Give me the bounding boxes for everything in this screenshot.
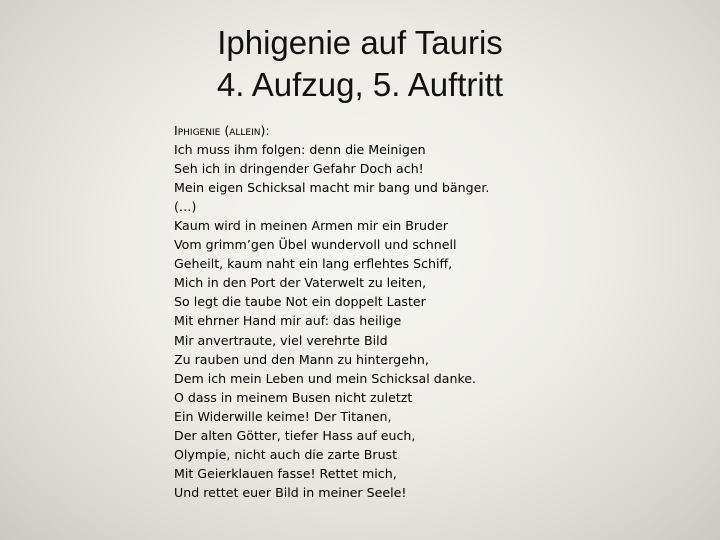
verse-line: Ich muss ihm folgen: denn die Meinigen — [174, 142, 426, 158]
verse-line: (…) — [174, 199, 197, 215]
verse-line: Und rettet euer Bild in meiner Seele! — [174, 484, 407, 500]
title-line-1: Iphigenie auf Tauris — [217, 24, 503, 61]
verse-line: Mich in den Port der Vaterwelt zu leiten, — [174, 275, 427, 291]
verse-line: Ein Widerwille keime! Der Titanen, — [174, 408, 392, 424]
title-line-2: 4. Aufzug, 5. Auftritt — [216, 66, 504, 103]
verse-line: Mir anvertraute, viel verehrte Bild — [174, 332, 388, 348]
slide-title — [150, 22, 570, 106]
verse-line: Mit ehrner Hand mir auf: das heilige — [174, 313, 402, 329]
verse-line: O dass in meinem Busen nicht zuletzt — [174, 389, 413, 405]
verse-line: Mein eigen Schicksal macht mir bang und bänger. — [174, 180, 490, 196]
verse-line: Seh ich in dringender Gefahr Doch ach! — [174, 161, 424, 177]
verse-line: Geheilt, kaum naht ein lang erflehtes Schiff, — [174, 256, 453, 272]
verse-line: Vom grimm’gen Übel wundervoll und schnell — [174, 237, 457, 253]
verse-line: Olympie, nicht auch die zarte Brust — [174, 446, 398, 462]
speaker-name: Iphigenie — [174, 123, 221, 138]
verse-line: So legt die taube Not ein doppelt Laster — [174, 294, 426, 310]
verse-line: Mit Geierklauen fasse! Rettet mich, — [174, 465, 397, 481]
verse-line: Dem ich mein Leben und mein Schicksal danke. — [174, 370, 477, 386]
verse-line: Zu rauben und den Mann zu hintergehn, — [174, 351, 429, 367]
poem-text — [174, 121, 674, 502]
speaker-heading — [174, 121, 674, 140]
verse-list — [174, 140, 674, 502]
stage-direction: (allein): — [224, 123, 270, 138]
verse-line: Der alten Götter, tiefer Hass auf euch, — [174, 427, 416, 443]
verse-line: Kaum wird in meinen Armen mir ein Bruder — [174, 218, 448, 234]
